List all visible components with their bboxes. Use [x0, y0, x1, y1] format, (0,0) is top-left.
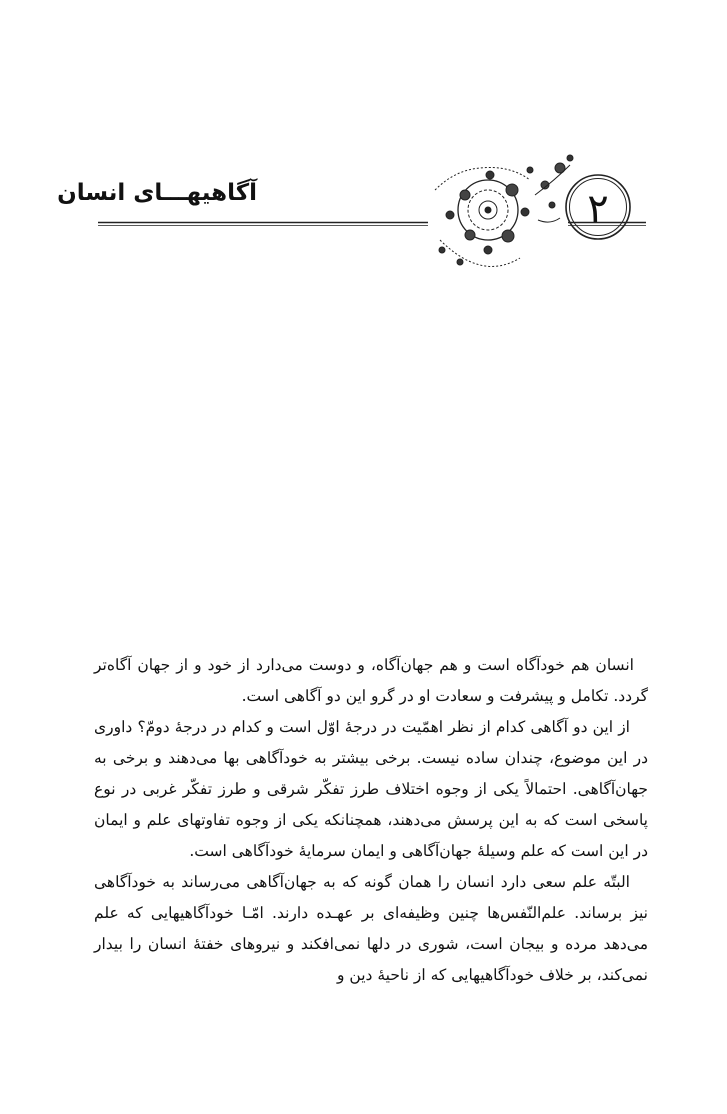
paragraph: البتّه علم سعی دارد انسان را همان گونه که به جهان‌آگاهی می‌رساند به خودآگاهی نیز برساند. علم‌النّفس‌ها چنین وظیفه‌ای بر عهـده دارند. امّـا خودآگاهیهایی که علم می‌دهد مرده و بیجان است، شوری در دلها نمی‌افکند و نیروهای خفتهٔ انسان را بیدار نمی‌کند، بر خلاف خودآگاهیهایی که از ناحیهٔ دین و — [94, 873, 648, 984]
chapter-body — [94, 650, 648, 991]
paragraph: از این دو آگاهی کدام از نظر اهمّیت در درجهٔ اوّل است و کدام در درجهٔ دومّ؟ داوری در این موضوع، چندان ساده نیست. برخی بیشتر به خودآگاهی بها می‌دهند و برخی به جهان‌آگاهی. احتمالاً یکی از وجوه اختلاف طرز تفکّر شرقی و طرز تفکّر غربی در نوع پاسخی است که به این پرسش می‌دهند، همچنانکه یکی از وجوه تفاوتهای علم و ایمان در این است که علم وسیلهٔ جهان‌آگاهی و ایمان سرمایهٔ خودآگاهی است. — [94, 718, 648, 860]
chapter-number: ۲ — [587, 186, 609, 232]
chapter-title: آگاهیهـــای انسان — [57, 180, 257, 206]
chapter-ornament — [420, 150, 650, 280]
title-divider — [98, 221, 646, 227]
paragraph: انسان هم خودآگاه است و هم جهان‌آگاه، و دوست می‌دارد از خود و از جهان آگاه‌تر گردد. تکامل و پیشرفت و سعادت او در گرو این دو آگاهی است. — [94, 656, 648, 705]
